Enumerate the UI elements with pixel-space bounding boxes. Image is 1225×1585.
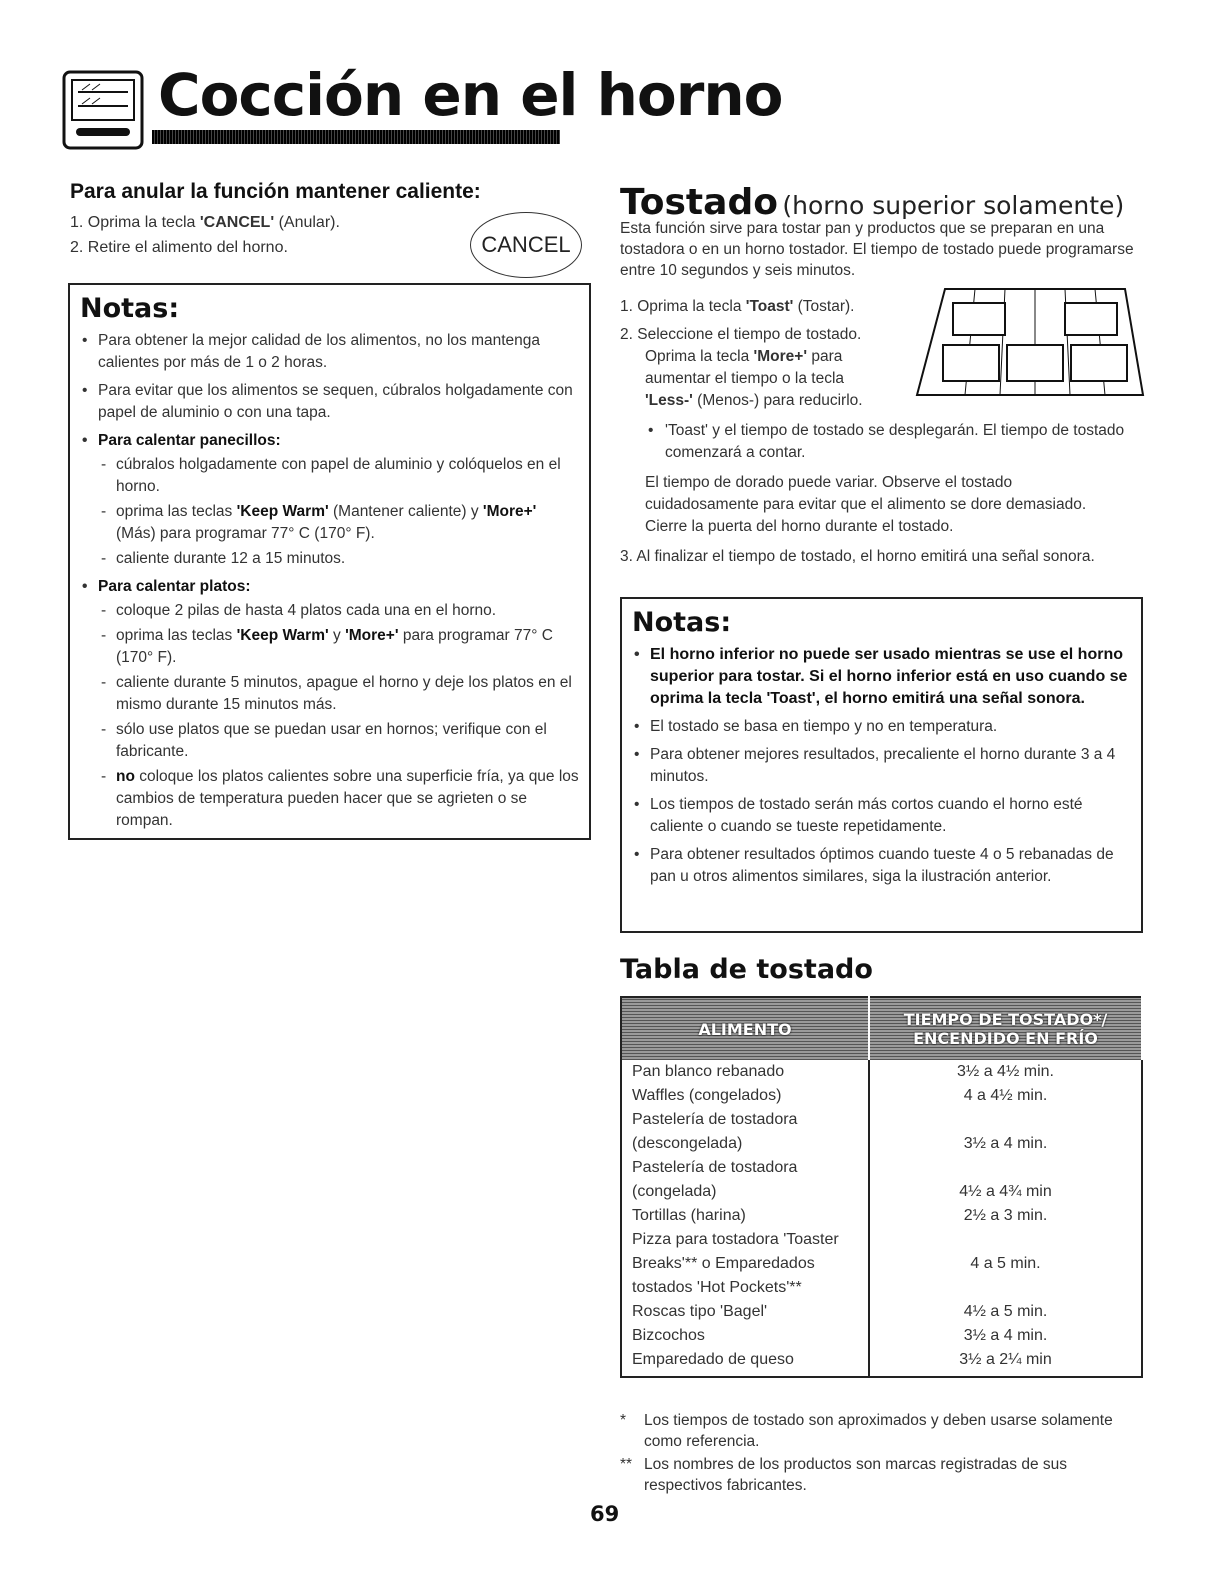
column-header-food: ALIMENTO: [621, 997, 869, 1060]
toast-step-2-reduce: 'Less-' (Menos-) para reducirlo.: [645, 392, 863, 409]
toast-step-3: 3. Al finalizar el tiempo de tostado, el horno emitirá una señal sonora.: [620, 548, 1095, 565]
rolls-step: - caliente durante 12 a 15 minutos.: [98, 548, 579, 570]
table-row: Pizza para tostadora 'Toaster Breaks'** o Emparedados tostados 'Hot Pockets'** 4 a 5 min.: [621, 1228, 1142, 1300]
plates-step: - sólo use platos que se puedan usar en hornos; verifique con el fabricante.: [98, 719, 579, 763]
toast-section-title: Tostado (horno superior solamente): [620, 182, 1125, 223]
notes-box-left: [68, 283, 591, 840]
title-rule: [152, 130, 560, 144]
toast-step-2-less: aumentar el tiempo o la tecla: [645, 370, 845, 387]
note-item: • Para obtener mejores resultados, precaliente el horno durante 3 a 4 minutos.: [632, 744, 1129, 788]
note-item: • Para obtener resultados óptimos cuando tueste 4 o 5 rebanadas de pan u otros alimentos similares, siga la ilustración anterior.: [632, 844, 1129, 888]
toast-step-2-more: Oprima la tecla 'More+' para: [645, 348, 843, 365]
rolls-step: - cúbralos holgadamente con papel de aluminio y colóquelos en el horno.: [98, 454, 579, 498]
footnote: * Los tiempos de tostado son aproximados y deben usarse solamente como referencia.: [620, 1412, 1113, 1450]
cancel-heading: Para anular la función mantener caliente:: [70, 180, 481, 203]
rolls-heading: Para calentar panecillos:: [98, 432, 281, 449]
table-row: Roscas tipo 'Bagel' 4½ a 5 min.: [621, 1300, 1142, 1324]
table-row: Waffles (congelados) 4 a 4½ min.: [621, 1084, 1142, 1108]
toast-step-1: 1. Oprima la tecla 'Toast' (Tostar).: [620, 298, 855, 315]
plates-section: [80, 576, 579, 832]
cancel-step-2: 2. Retire el alimento del horno.: [70, 239, 288, 256]
footnotes: [620, 1410, 1140, 1498]
note-item: • El tostado se basa en tiempo y no en temperatura.: [632, 716, 1129, 738]
oven-icon: [62, 70, 144, 150]
table-title: Tabla de tostado: [620, 954, 873, 985]
rolls-step: - oprima las teclas 'Keep Warm' (Mantener caliente) y 'More+' (Más) para programar 77° C (170° F).: [98, 501, 579, 545]
plates-heading: Para calentar platos:: [98, 578, 251, 595]
note-item: • Para evitar que los alimentos se sequen, cúbralos holgadamente con papel de aluminio o con una tapa.: [80, 380, 579, 424]
toast-steps: [620, 296, 1140, 568]
cancel-key-illustration: CANCEL: [470, 212, 582, 278]
toast-step-2: 2. Seleccione el tiempo de tostado.: [620, 326, 862, 343]
note-item: • Para obtener la mejor calidad de los alimentos, no los mantenga calientes por más de 1 o 2 horas.: [80, 330, 579, 374]
cancel-step-1: 1. Oprima la tecla 'CANCEL' (Anular).: [70, 214, 340, 231]
table-row: Tortillas (harina) 2½ a 3 min.: [621, 1204, 1142, 1228]
rolls-section: [80, 430, 579, 570]
toast-step-2-display: • 'Toast' y el tiempo de tostado se desplegarán. El tiempo de tostado comenzará a contar.: [620, 420, 1125, 464]
notes-box-right: [620, 597, 1143, 933]
plates-step: - no coloque los platos calientes sobre una superficie fría, ya que los cambios de temperatura pueden hacer que se agrieten o se rompan.: [98, 766, 579, 832]
plates-step: - coloque 2 pilas de hasta 4 platos cada una en el horno.: [98, 600, 579, 622]
table-row: Emparedado de queso 3½ a 2¼ min: [621, 1348, 1142, 1377]
plates-step: - caliente durante 5 minutos, apague el horno y deje los platos en el mismo durante 15 minutos más.: [98, 672, 579, 716]
page-number: 69: [590, 1502, 620, 1526]
table-row: Pastelería de tostadora (descongelada) 3½ a 4 min.: [621, 1108, 1142, 1156]
toast-intro: Esta función sirve para tostar pan y productos que se preparan en una tostadora o en un horno tostador. El tiempo de tostado puede programarse entre 10 segundos y seis minutos.: [620, 220, 1134, 279]
page-title: Cocción en el horno: [158, 61, 783, 129]
plates-step: - oprima las teclas 'Keep Warm' y 'More+' para programar 77° C (170° F).: [98, 625, 579, 669]
notes-title: Notas:: [632, 607, 732, 638]
table-row: Pan blanco rebanado 3½ a 4½ min.: [621, 1060, 1142, 1084]
cancel-steps: [70, 210, 510, 260]
note-item-warning: • El horno inferior no puede ser usado mientras se use el horno superior para tostar. Si el horno inferior está en uso cuando se oprima la tecla 'Toast', el horno emitirá una señal sonora.: [632, 644, 1129, 710]
table-row: Pastelería de tostadora (congelada) 4½ a 4¾ min: [621, 1156, 1142, 1204]
column-header-time: TIEMPO DE TOSTADO*/ ENCENDIDO EN FRÍO: [869, 997, 1142, 1060]
table-row: Bizcochos 3½ a 4 min.: [621, 1324, 1142, 1348]
notes-title: Notas:: [80, 293, 180, 324]
footnote: ** Los nombres de los productos son marcas registradas de sus respectivos fabricantes.: [620, 1456, 1068, 1494]
note-item: • Los tiempos de tostado serán más cortos cuando el horno esté caliente o cuando se tueste repetidamente.: [632, 794, 1129, 838]
toasting-table: [620, 996, 1143, 1378]
toast-step-2-note: El tiempo de dorado puede variar. Observe el tostado cuidadosamente para evitar que el alimento se dore demasiado. Cierre la puerta del horno durante el tostado.: [645, 474, 1087, 535]
